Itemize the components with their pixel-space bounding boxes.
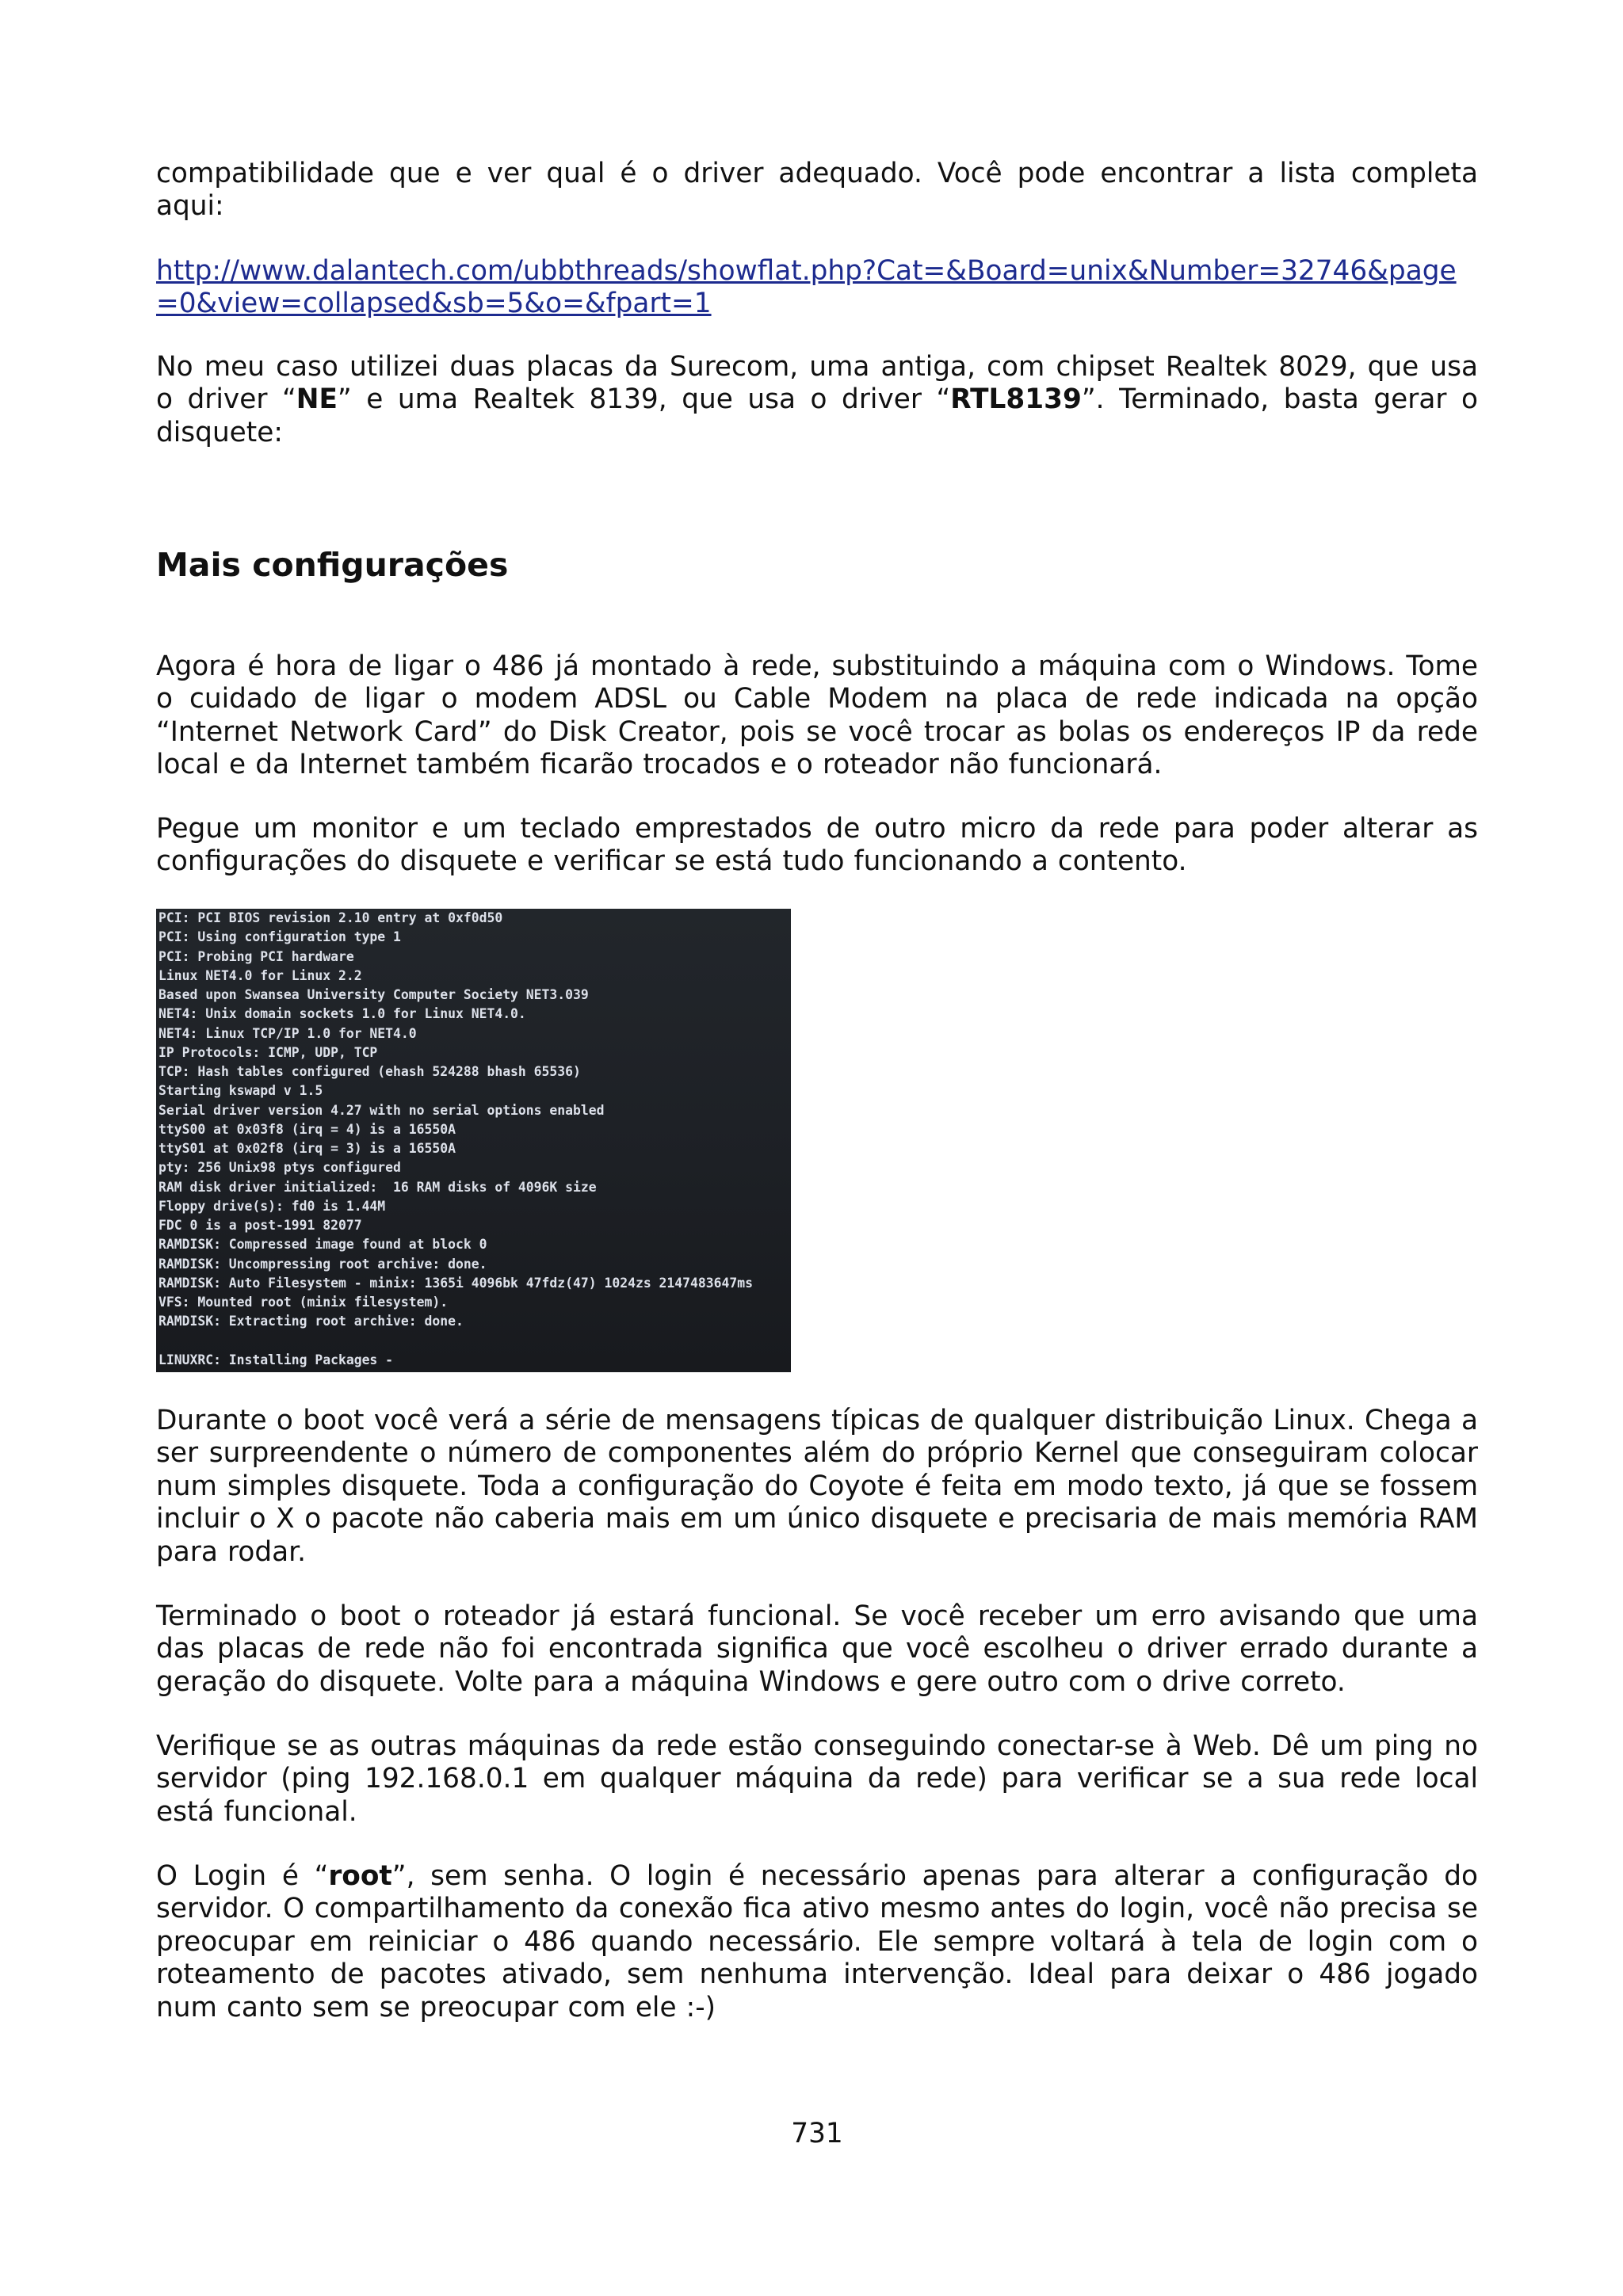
boot-line: PCI: Probing PCI hardware (158, 948, 354, 964)
drivers-text-start: No meu caso utilizei duas placas da Surecom, uma antiga, com chipset Realtek 8029, que usa o driver “ (156, 351, 1478, 416)
boot-screen-image (156, 909, 791, 1372)
boot-line: PCI: PCI BIOS revision 2.10 entry at 0xf0d50 (158, 910, 503, 925)
boot-line: ttyS00 at 0x03f8 (irq = 4) is a 16550A (158, 1121, 456, 1137)
boot-line: ttyS01 at 0x02f8 (irq = 3) is a 16550A (158, 1141, 456, 1156)
boot-line: LINUXRC: Installing Packages - (158, 1352, 394, 1367)
network-paragraph: Agora é hora de ligar o 486 já montado à rede, substituindo a máquina com o Windows. Tome o cuidado de ligar o modem ADSL ou Cable Modem na placa de rede indicada na opção “Internet Network Card” do Disk Creator, pois se você trocar as bolas os endereços IP da rede local e da Internet também ficarão trocados e o roteador não funcionará. (156, 650, 1478, 781)
page-number: 731 (791, 2118, 843, 2149)
boot-line: Floppy drive(s): fd0 is 1.44M (158, 1198, 386, 1214)
boot-line: RAMDISK: Uncompressing root archive: done. (158, 1256, 487, 1272)
boot-line: NET4: Linux TCP/IP 1.0 for NET4.0 (158, 1025, 417, 1041)
intro-paragraph: compatibilidade que e ver qual é o driver adequado. Você pode encontrar a lista completa aqui: (156, 158, 1478, 223)
login-paragraph (156, 1860, 1478, 2024)
ping-paragraph: Verifique se as outras máquinas da rede estão conseguindo conectar-se à Web. Dê um ping no servidor (ping 192.168.0.1 em qualquer máquina da rede) para verificar se a sua rede local está funcional. (156, 1730, 1478, 1828)
login-user-name: root (328, 1860, 392, 1892)
boot-line: TCP: Hash tables configured (ehash 524288 bhash 65536) (158, 1064, 581, 1079)
boot-line: VFS: Mounted root (minix filesystem). (158, 1295, 449, 1310)
drivers-text-end: ”. Terminado, basta gerar o disquete: (156, 383, 1478, 448)
error-paragraph: Terminado o boot o roteador já estará funcional. Se você receber um erro avisando que uma das placas de rede não foi encontrada significa que você escolheu o driver errado durante a geração do disquete. Volte para a máquina Windows e gere outro com o drive correto. (156, 1600, 1478, 1698)
boot-line: RAMDISK: Auto Filesystem - minix: 1365i 4096bk 47fdz(47) 1024zs 2147483647ms (158, 1275, 753, 1291)
boot-paragraph: Durante o boot você verá a série de mensagens típicas de qualquer distribuição Linux. Chega a ser surpreendente o número de componentes além do próprio Kernel que conseguiram colocar num simples disquete. Toda a configuração do Coyote é feita em modo texto, já que se fossem incluir o X o pacote não caberia mais em um único disquete e precisaria de mais memória RAM para rodar. (156, 1405, 1478, 1568)
boot-line: IP Protocols: ICMP, UDP, TCP (158, 1044, 378, 1060)
login-text-end: ”, sem senha. O login é necessário apenas para alterar a configuração do servidor. O compartilhamento da conexão fica ativo mesmo antes do login, você não precisa se preocupar em reiniciar o 486 quando necessário. Ele sempre voltará à tela de login com o roteamento de pacotes ativado, sem nenhuma intervenção. Ideal para deixar o 486 jogado num canto sem se preocupar com ele :-) (156, 1860, 1478, 2023)
boot-blank-line (158, 1332, 791, 1351)
link-paragraph (156, 255, 1478, 321)
boot-line: RAMDISK: Extracting root archive: done. (158, 1314, 464, 1329)
boot-line: NET4: Unix domain sockets 1.0 for Linux NET4.0. (158, 1006, 526, 1022)
boot-line: Linux NET4.0 for Linux 2.2 (158, 967, 362, 983)
drivers-paragraph (156, 351, 1478, 449)
login-text-start: O Login é “ (156, 1860, 329, 1892)
driver-rtl8139-name: RTL8139 (950, 383, 1082, 416)
boot-line: Serial driver version 4.27 with no serial options enabled (158, 1102, 605, 1118)
section-heading: Mais configurações (156, 546, 509, 584)
boot-line: FDC 0 is a post-1991 82077 (158, 1218, 362, 1233)
boot-line: Based upon Swansea University Computer Society NET3.039 (158, 987, 589, 1002)
boot-line: pty: 256 Unix98 ptys configured (158, 1160, 401, 1176)
drivers-text-middle: ” e uma Realtek 8139, que usa o driver “ (337, 383, 951, 416)
driver-ne-name: NE (296, 383, 338, 416)
compatibility-list-link[interactable]: http://www.dalantech.com/ubbthreads/showflat.php?Cat=&Board=unix&Number=32746&page=0&view=collapsed&sb=5&o=&fpart=1 (156, 255, 1457, 320)
boot-line: RAMDISK: Compressed image found at block 0 (158, 1237, 487, 1253)
boot-line: RAM disk driver initialized: 16 RAM disks of 4096K size (158, 1179, 597, 1195)
monitor-paragraph: Pegue um monitor e um teclado emprestados de outro micro da rede para poder alterar as configurações do disquete e verificar se está tudo funcionando a contento. (156, 813, 1478, 878)
boot-line: Starting kswapd v 1.5 (158, 1083, 323, 1099)
boot-line: PCI: Using configuration type 1 (158, 929, 401, 945)
